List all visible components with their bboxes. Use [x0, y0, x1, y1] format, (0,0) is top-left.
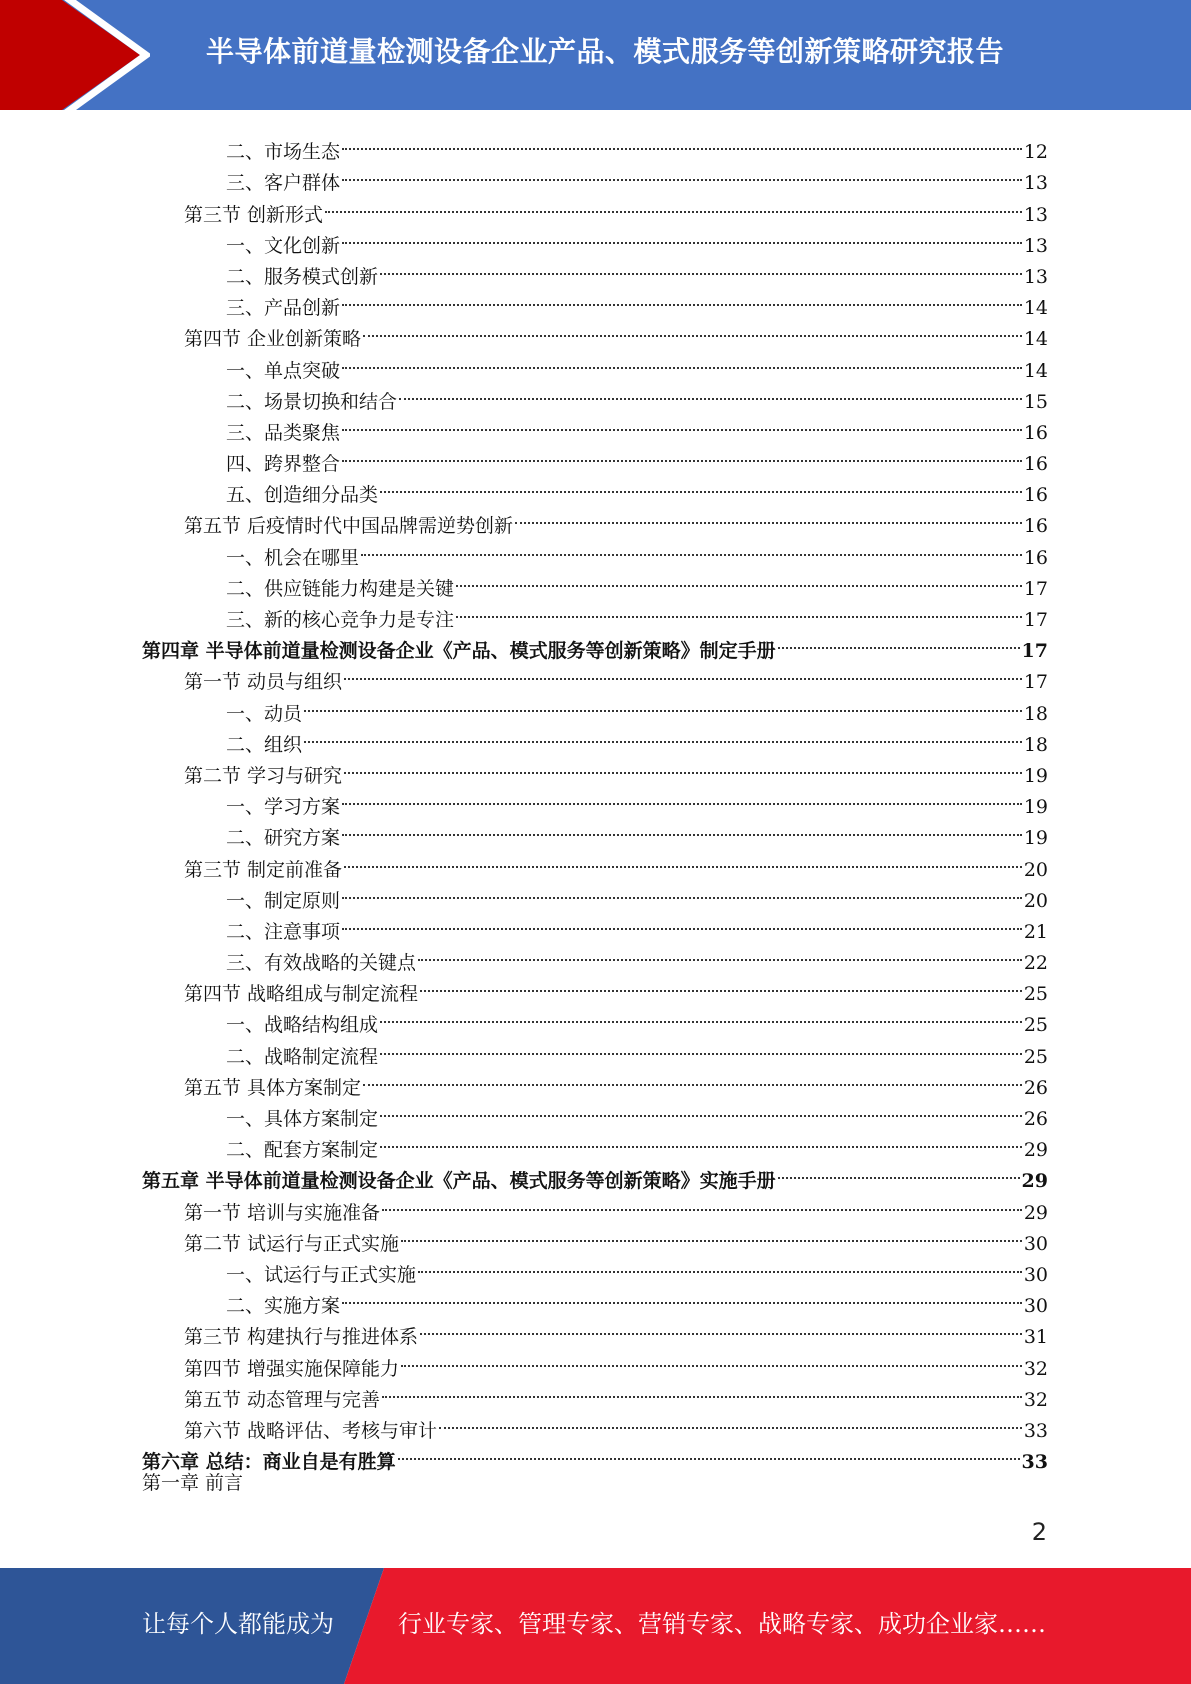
- toc-entry-title: 一、学习方案: [226, 796, 341, 819]
- toc-entry-title: 第五节 动态管理与完善: [184, 1388, 381, 1411]
- toc-dot-leader: [380, 1125, 1022, 1156]
- toc-entry-title: 二、服务模式创新: [226, 265, 379, 288]
- toc-entry-page: 32: [1023, 1357, 1048, 1380]
- toc-dot-leader: [361, 532, 1022, 563]
- toc-entry-title: 第三节 制定前准备: [184, 858, 343, 881]
- toc-dot-leader: [342, 1281, 1022, 1312]
- toc-entry-title: 三、新的核心竞争力是专注: [226, 609, 455, 631]
- toc-entry-page: 14: [1023, 297, 1048, 320]
- toc-entry-title: 二、注意事项: [226, 920, 341, 943]
- toc-entry-page: 26: [1023, 1076, 1048, 1099]
- footer-slogan-left: 让每个人都能成为: [142, 1610, 334, 1638]
- toc-dot-leader: [342, 907, 1022, 938]
- toc-entry-page: 25: [1023, 1014, 1048, 1037]
- toc-entry-title: 第四节 增强实施保障能力: [184, 1357, 400, 1380]
- toc-entry-title: 第四节 战略组成与制定流程: [184, 983, 419, 1006]
- toc-entry-page: 16: [1023, 484, 1048, 507]
- toc-entry-page: 15: [1023, 390, 1048, 413]
- toc-entry-page: 26: [1023, 1108, 1048, 1130]
- toc-entry-title: 第六章 总结：商业自是有胜算: [142, 1451, 396, 1474]
- toc-dot-leader: [439, 1406, 1022, 1437]
- toc-entry-page: 13: [1023, 234, 1048, 257]
- toc-entry-page: 33: [1021, 1451, 1048, 1474]
- toc-dot-leader: [418, 1250, 1022, 1281]
- toc-dot-leader: [304, 688, 1022, 719]
- toc-entry-title: 二、场景切换和结合: [226, 390, 398, 413]
- toc-dot-leader: [342, 283, 1022, 314]
- toc-entry-title: 二、实施方案: [226, 1295, 341, 1318]
- toc-entry-page: 30: [1023, 1295, 1048, 1318]
- toc-entry-title: 一、动员: [226, 702, 303, 725]
- toc-dot-leader: [325, 189, 1022, 220]
- toc-dot-leader: [515, 501, 1022, 532]
- toc-dot-leader: [342, 876, 1022, 907]
- toc-entry-page: 14: [1023, 359, 1048, 382]
- toc-entry-title: 三、客户群体: [226, 172, 341, 195]
- toc-dot-leader: [342, 813, 1022, 844]
- toc-entry-page: 16: [1023, 453, 1048, 476]
- toc-dot-leader: [342, 345, 1022, 376]
- toc-dot-leader: [399, 377, 1022, 408]
- toc-entry-page: 19: [1023, 827, 1048, 850]
- toc-entry-title: 一、战略结构组成: [226, 1014, 379, 1037]
- toc-dot-leader: [456, 564, 1022, 595]
- toc-entry-page: 30: [1023, 1232, 1048, 1255]
- toc-entry-page: 29: [1023, 1201, 1048, 1224]
- toc-dot-leader: [418, 938, 1022, 969]
- toc-dot-leader: [380, 1031, 1022, 1062]
- toc-entry-page: 20: [1023, 858, 1048, 881]
- toc-dot-leader: [363, 1063, 1022, 1094]
- toc-entry-title: 三、品类聚焦: [226, 421, 341, 444]
- toc-entry-page: 16: [1023, 546, 1048, 569]
- toc-dot-leader: [344, 751, 1022, 782]
- toc-entry-page: 18: [1023, 702, 1048, 725]
- toc-dot-leader: [456, 595, 1022, 626]
- toc-entry-title: 第五节 具体方案制定: [184, 1076, 362, 1099]
- toc-dot-leader: [420, 969, 1022, 1000]
- toc-entry-page: 13: [1023, 172, 1048, 195]
- toc-dot-leader: [380, 1094, 1022, 1125]
- toc-entry-page: 16: [1023, 515, 1048, 538]
- toc-entry-page: 21: [1023, 920, 1048, 943]
- toc-entry-page: 17: [1023, 671, 1048, 694]
- toc-dot-leader: [398, 1437, 1020, 1468]
- toc-dot-leader: [342, 158, 1022, 189]
- toc-entry-title: 一、制定原则: [226, 889, 341, 912]
- toc-entry-page: 19: [1023, 764, 1048, 787]
- toc-dot-leader: [363, 314, 1022, 345]
- toc-entry-page: 17: [1023, 609, 1048, 631]
- toc-entry-title: 五、创造细分品类: [226, 484, 379, 507]
- toc-dot-leader: [304, 720, 1022, 751]
- toc-entry-title: 第三节 创新形式: [184, 203, 324, 226]
- toc-dot-leader: [401, 1219, 1022, 1250]
- footer-slogan-right: 行业专家、管理专家、营销专家、战略专家、成功企业家……: [398, 1610, 1046, 1638]
- toc-entry-title: 第三节 构建执行与推进体系: [184, 1326, 419, 1349]
- report-title: 半导体前道量检测设备企业产品、模式服务等创新策略研究报告: [205, 35, 1004, 68]
- toc-dot-leader: [380, 252, 1022, 283]
- page-header: [0, 0, 1191, 110]
- toc-entry-page: 30: [1023, 1263, 1048, 1286]
- toc-entry-page: 29: [1021, 1170, 1048, 1193]
- toc-entry-page: 18: [1023, 733, 1048, 756]
- toc-dot-leader: [342, 127, 1022, 158]
- toc-dot-leader: [382, 1375, 1022, 1406]
- toc-entry-title: 二、配套方案制定: [226, 1139, 379, 1162]
- toc-entry-title: 三、产品创新: [226, 297, 341, 320]
- toc-entry-title: 一、单点突破: [226, 359, 341, 382]
- toc-entry-title: 一、机会在哪里: [226, 546, 360, 569]
- toc-dot-leader: [342, 439, 1022, 470]
- toc-entry-page: 20: [1023, 889, 1048, 912]
- toc-entry-page: 33: [1023, 1419, 1048, 1442]
- toc-entry-title: 二、组织: [226, 733, 303, 756]
- header-red-chevron: [0, 0, 150, 110]
- toc-dot-leader: [778, 1156, 1020, 1187]
- page-number: 2: [1031, 1518, 1047, 1546]
- toc-dot-leader: [382, 1187, 1022, 1218]
- toc-entry-page: 17: [1023, 577, 1048, 600]
- toc-entry-page: 19: [1023, 796, 1048, 819]
- toc-entry-title: 第四章 半导体前道量检测设备企业《产品、模式服务等创新策略》制定手册: [142, 640, 776, 663]
- toc-entry-page: 25: [1023, 1045, 1048, 1068]
- toc-entry-title: 第五节 后疫情时代中国品牌需逆势创新: [184, 515, 514, 538]
- toc-entry-title: 二、市场生态: [226, 141, 341, 164]
- toc-entry-title: 第一章 前言: [142, 1472, 244, 1495]
- toc-entry-page: 32: [1023, 1388, 1048, 1411]
- toc-entry-page: 31: [1023, 1326, 1048, 1349]
- toc-entry-title: 第四节 企业创新策略: [184, 328, 362, 351]
- toc-entry-title: 第五章 半导体前道量检测设备企业《产品、模式服务等创新策略》实施手册: [142, 1170, 776, 1193]
- toc-dot-leader: [342, 782, 1022, 813]
- toc-entry-page: 13: [1023, 203, 1048, 226]
- toc-entry-page: 16: [1023, 421, 1048, 444]
- toc-entry-page: 17: [1021, 640, 1048, 663]
- toc-entry-title: 一、文化创新: [226, 234, 341, 257]
- toc-dot-leader: [342, 408, 1022, 439]
- toc-entry-title: 第六节 战略评估、考核与审计: [184, 1419, 438, 1442]
- toc-entry-title: 四、跨界整合: [226, 453, 341, 476]
- toc-entry-title: 第二节 试运行与正式实施: [184, 1232, 400, 1255]
- toc-dot-leader: [778, 626, 1020, 657]
- toc-entry-page: 25: [1023, 983, 1048, 1006]
- table-of-contents: [142, 127, 1048, 1499]
- toc-dot-leader: [344, 657, 1022, 688]
- toc-entry-page: 12: [1023, 141, 1048, 164]
- toc-entry-page: 14: [1023, 328, 1048, 351]
- toc-dot-leader: [380, 470, 1022, 501]
- toc-entry-page: 13: [1023, 265, 1048, 288]
- toc-dot-leader: [401, 1343, 1022, 1374]
- toc-entry-title: 第一节 培训与实施准备: [184, 1201, 381, 1224]
- toc-entry-title: 一、试运行与正式实施: [226, 1263, 417, 1286]
- toc-entry-page: 29: [1023, 1139, 1048, 1162]
- toc-entry-title: 二、研究方案: [226, 827, 341, 850]
- toc-dot-leader: [420, 1312, 1022, 1343]
- toc-entry-page: 22: [1023, 952, 1048, 975]
- toc-entry-title: 二、供应链能力构建是关键: [226, 577, 455, 600]
- toc-dot-leader: [344, 844, 1022, 875]
- toc-dot-leader: [342, 221, 1022, 252]
- toc-dot-leader: [380, 1000, 1022, 1031]
- toc-entry-title: 第一节 动员与组织: [184, 671, 343, 694]
- toc-entry-title: 三、有效战略的关键点: [226, 952, 417, 975]
- toc-entry-title: 二、战略制定流程: [226, 1045, 379, 1068]
- page-footer: [0, 1568, 1191, 1684]
- toc-entry-title: 一、具体方案制定: [226, 1108, 379, 1130]
- toc-entry-title: 第二节 学习与研究: [184, 764, 343, 787]
- toc-subsection-entry[interactable]: [142, 127, 1048, 164]
